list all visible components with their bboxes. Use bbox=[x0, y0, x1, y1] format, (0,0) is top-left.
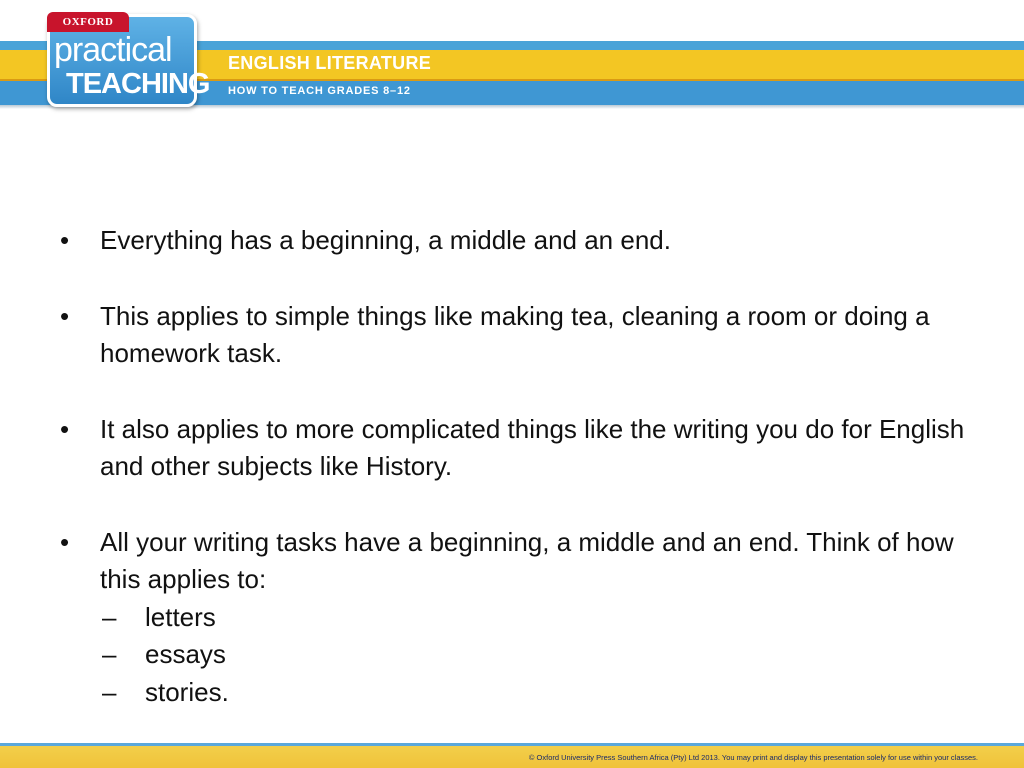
bullet-item bbox=[60, 524, 980, 712]
bullet-icon: • bbox=[60, 300, 70, 331]
bullet-text: Everything has a beginning, a middle and an end. bbox=[100, 225, 671, 255]
oxford-logo-text: OXFORD bbox=[47, 12, 129, 32]
bullet-icon: • bbox=[60, 413, 70, 444]
bullet-text: It also applies to more complicated things like the writing you do for English and other subjects like History. bbox=[100, 413, 965, 481]
sub-item bbox=[100, 636, 980, 674]
slide-content bbox=[60, 222, 980, 711]
bullet-icon: • bbox=[60, 526, 70, 557]
sub-item-text: essays bbox=[145, 639, 226, 669]
logo-teaching-text: TEACHING bbox=[66, 68, 210, 100]
dash-icon: – bbox=[102, 676, 117, 707]
bullet-text: This applies to simple things like making tea, cleaning a room or doing a homework task. bbox=[100, 300, 930, 368]
practical-teaching-logo bbox=[42, 14, 210, 110]
dash-icon: – bbox=[102, 601, 117, 632]
sub-item bbox=[100, 599, 980, 637]
header-title: ENGLISH LITERATURE bbox=[228, 53, 432, 73]
sub-item-text: letters bbox=[145, 601, 216, 632]
dash-icon: – bbox=[102, 639, 117, 669]
bullet-item bbox=[60, 222, 980, 260]
logo-practical-text: practical bbox=[54, 31, 172, 69]
bullet-text: All your writing tasks have a beginning, a middle and an end. Think of how this applies to: bbox=[100, 526, 954, 594]
bullet-item bbox=[60, 411, 980, 486]
bullet-icon: • bbox=[60, 225, 70, 255]
sub-item-text: stories. bbox=[145, 676, 229, 707]
header-subtitle: HOW TO TEACH GRADES 8–12 bbox=[228, 85, 411, 97]
bullet-item bbox=[60, 298, 980, 373]
sub-item bbox=[100, 674, 980, 712]
copyright-text: © Oxford University Press Southern Africa (Pty) Ltd 2013. You may print and display this presentation solely for use within your classes. bbox=[528, 753, 978, 762]
